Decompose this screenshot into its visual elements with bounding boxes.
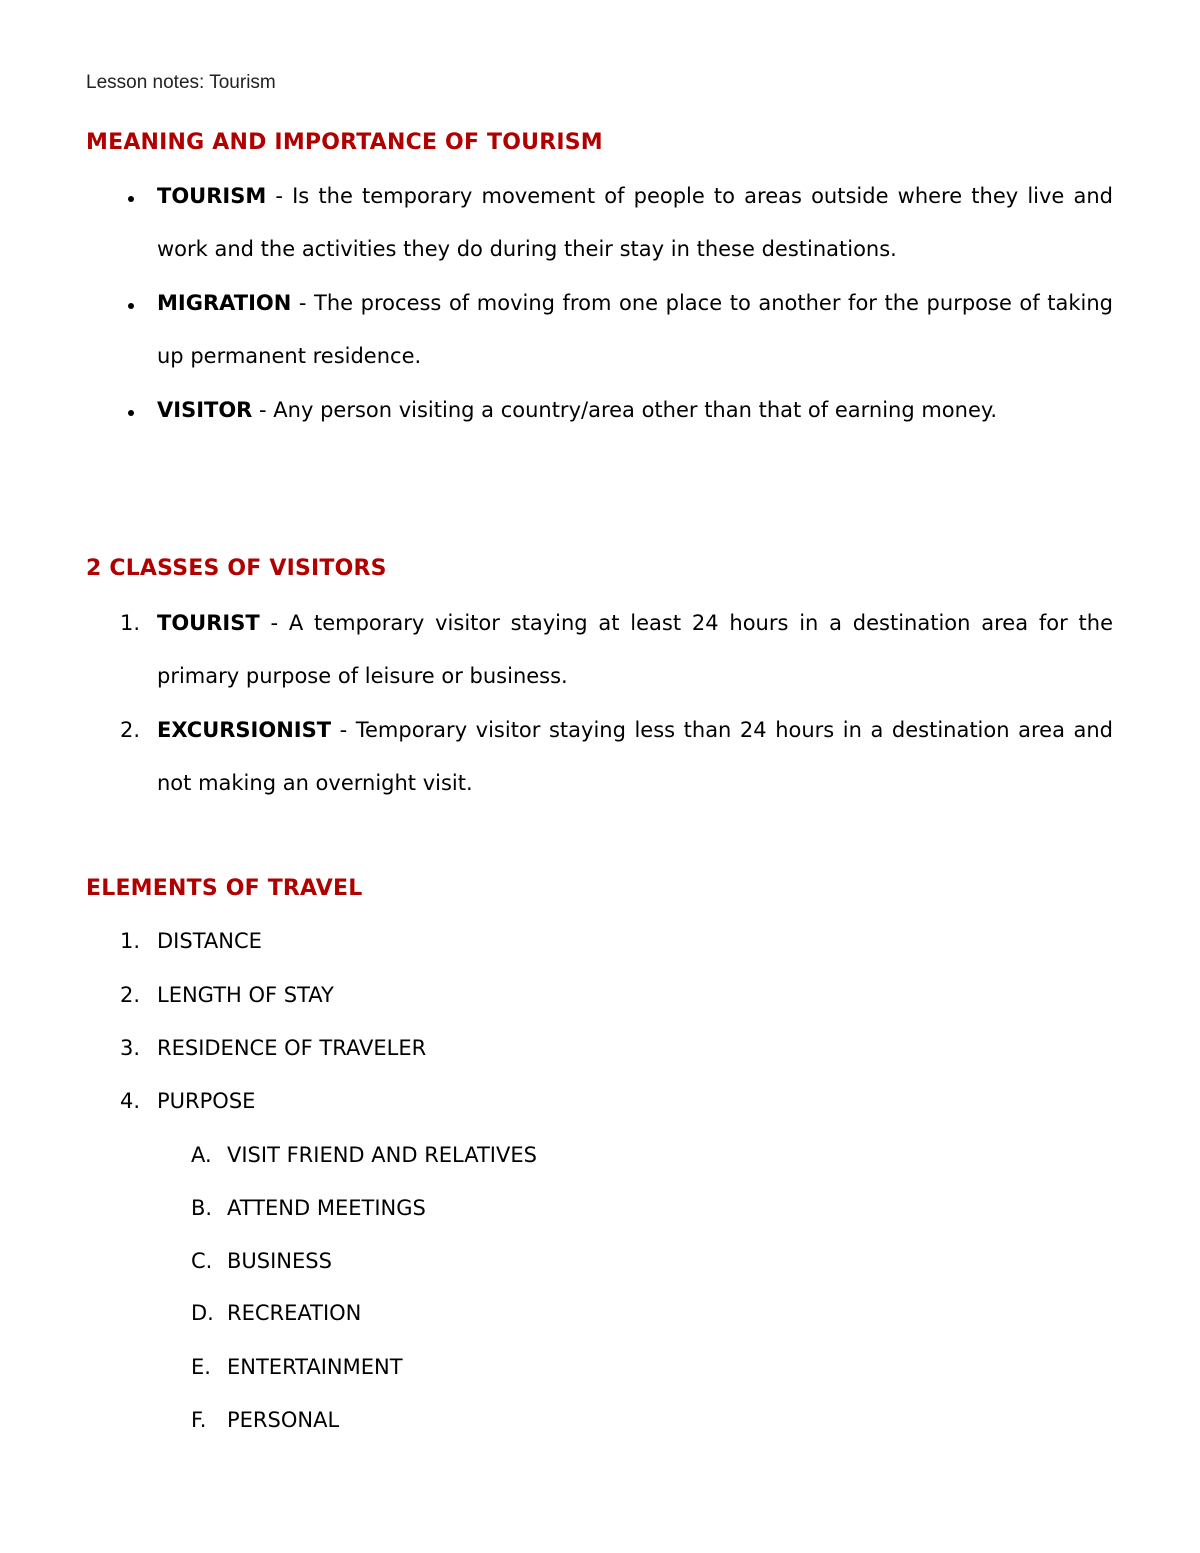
bullet-icon <box>128 196 134 202</box>
list-letter: B. <box>191 1196 213 1220</box>
definition-text: - Temporary visitor staying less than 24 hours in a destination area and not making an overnight visit. <box>157 718 1113 795</box>
section-title-classes: 2 CLASSES OF VISITORS <box>86 556 387 581</box>
section-title-elements: ELEMENTS OF TRAVEL <box>86 876 363 901</box>
purpose-item: BUSINESS <box>227 1249 332 1273</box>
list-letter: D. <box>191 1301 214 1325</box>
term-visitor: VISITOR <box>157 398 253 422</box>
class-excursionist <box>157 704 1113 810</box>
list-letter: C. <box>191 1249 213 1273</box>
purpose-item: ENTERTAINMENT <box>227 1355 403 1379</box>
bullet-icon <box>128 410 134 416</box>
list-letter: F. <box>191 1408 207 1432</box>
element-item: PURPOSE <box>157 1089 256 1113</box>
term-excursionist: EXCURSIONIST <box>157 718 332 742</box>
term-tourist: TOURIST <box>157 611 260 635</box>
list-letter: E. <box>191 1355 211 1379</box>
definition-visitor <box>157 384 1113 437</box>
list-number: 1. <box>120 611 141 635</box>
term-migration: MIGRATION <box>157 291 292 315</box>
purpose-item: RECREATION <box>227 1301 362 1325</box>
class-tourist <box>157 597 1113 703</box>
term-tourism: TOURISM <box>157 184 267 208</box>
section-title-meaning: MEANING AND IMPORTANCE OF TOURISM <box>86 130 603 155</box>
list-number: 4. <box>120 1089 141 1113</box>
list-letter: A. <box>191 1143 212 1167</box>
list-number: 1. <box>120 929 141 953</box>
bullet-icon <box>128 303 134 309</box>
list-number: 3. <box>120 1036 141 1060</box>
purpose-item: VISIT FRIEND AND RELATIVES <box>227 1143 537 1167</box>
list-number: 2. <box>120 983 141 1007</box>
definition-migration <box>157 277 1113 383</box>
purpose-item: ATTEND MEETINGS <box>227 1196 426 1220</box>
definition-text: - Is the temporary movement of people to areas outside where they live and work and the activities they do during their stay in these destinations. <box>157 184 1113 261</box>
page-header-note: Lesson notes: Tourism <box>86 72 276 93</box>
definition-text: - A temporary visitor staying at least 24 hours in a destination area for the primary purpose of leisure or business. <box>157 611 1113 688</box>
definition-tourism <box>157 170 1113 276</box>
element-item: RESIDENCE OF TRAVELER <box>157 1036 427 1060</box>
list-number: 2. <box>120 718 141 742</box>
purpose-item: PERSONAL <box>227 1408 340 1432</box>
definition-text: - Any person visiting a country/area other than that of earning money. <box>252 398 997 422</box>
element-item: DISTANCE <box>157 929 262 953</box>
definition-text: - The process of moving from one place to another for the purpose of taking up permanent residence. <box>157 291 1113 368</box>
element-item: LENGTH OF STAY <box>157 983 334 1007</box>
